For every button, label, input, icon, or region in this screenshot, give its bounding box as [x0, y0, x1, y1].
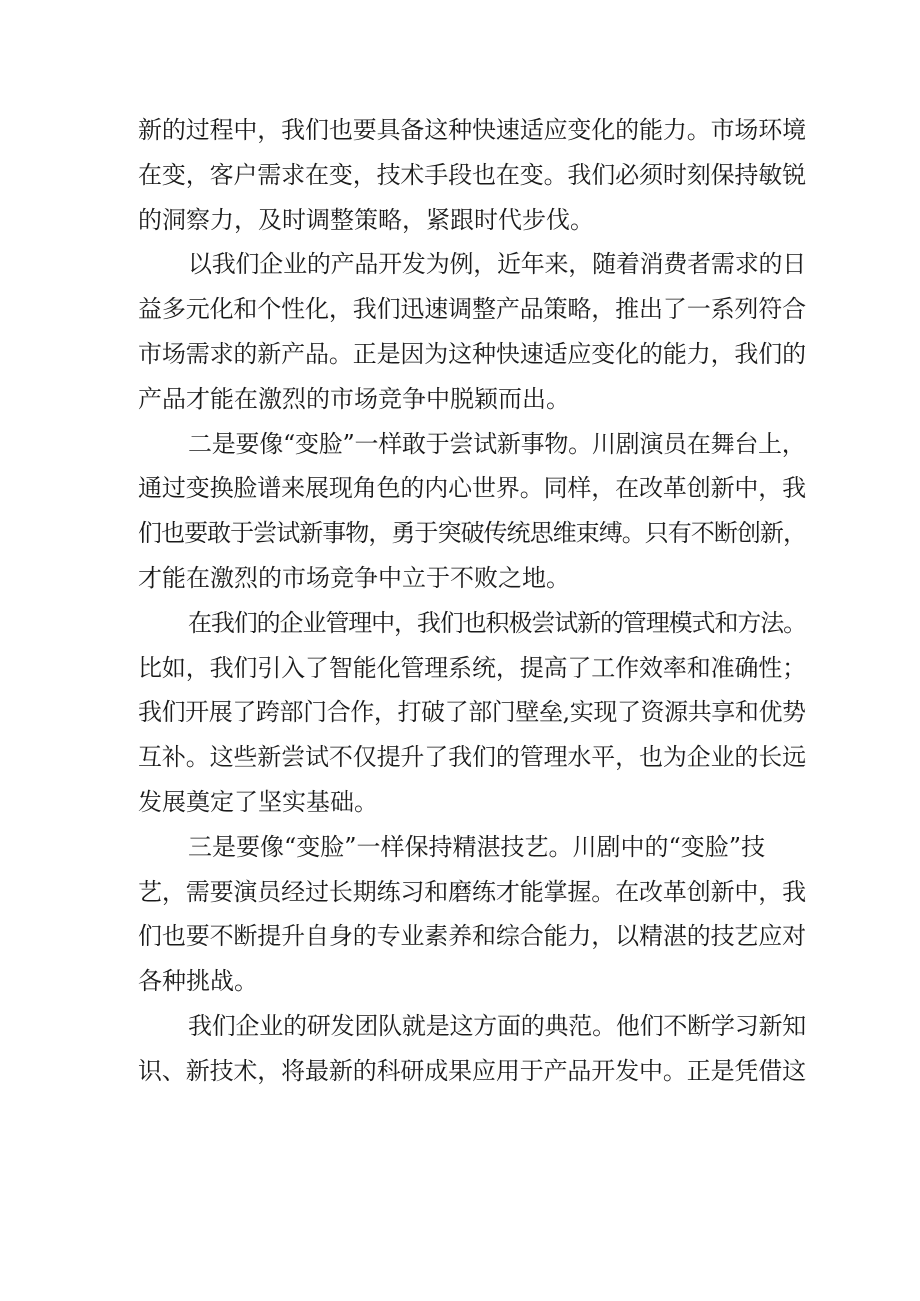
text-line: 才能在激烈的市场竞争中立于不败之地。: [138, 563, 570, 592]
document-body: [138, 108, 806, 1094]
text-line: 产品才能在激烈的市场竞争中脱颖而出。: [138, 384, 570, 413]
text-line: 的洞察力，及时调整策略，紧跟时代步伐。: [138, 205, 594, 234]
text-line: 我们企业的研发团队就是这方面的典范。他们不断学习新知: [188, 1011, 806, 1040]
text-line: 二是要像“变脸”一样敢于尝试新事物。川剧演员在舞台上，: [188, 429, 806, 458]
text-line: 发展奠定了坚实基础。: [138, 787, 378, 816]
text-line: 艺，需要演员经过长期练习和磨练才能掌握。在改革创新中，我: [138, 877, 806, 906]
paragraph-1: [138, 108, 806, 242]
text-line: 在我们的企业管理中，我们也积极尝试新的管理模式和方法。: [188, 608, 806, 637]
text-line: 三是要像“变脸”一样保持精湛技艺。川剧中的“变脸”技: [188, 832, 766, 861]
text-line: 我们开展了跨部门合作，打破了部门壁垒,实现了资源共享和优势: [138, 698, 806, 727]
text-line: 益多元化和个性化，我们迅速调整产品策略，推出了一系列符合: [138, 295, 806, 324]
paragraph-3: [138, 422, 806, 601]
text-line: 市场需求的新产品。正是因为这种快速适应变化的能力，我们的: [138, 339, 806, 368]
paragraph-5: [138, 825, 806, 1004]
text-line: 互补。这些新尝试不仅提升了我们的管理水平，也为企业的长远: [138, 743, 806, 772]
text-line: 们也要敢于尝试新事物，勇于突破传统思维束缚。只有不断创新，: [138, 519, 806, 548]
text-line: 们也要不断提升自身的专业素养和综合能力，以精湛的技艺应对: [138, 922, 806, 951]
text-line: 比如，我们引入了智能化管理系统，提高了工作效率和准确性；: [138, 653, 806, 682]
text-line: 以我们企业的产品开发为例，近年来，随着消费者需求的日: [188, 250, 806, 279]
text-line: 通过变换脸谱来展现角色的内心世界。同样，在改革创新中，我: [138, 474, 806, 503]
paragraph-6: [138, 1004, 806, 1094]
paragraph-2: [138, 242, 806, 421]
paragraph-4: [138, 601, 806, 825]
text-line: 新的过程中，我们也要具备这种快速适应变化的能力。市场环境: [138, 116, 806, 144]
text-line: 各种挑战。: [138, 967, 258, 996]
text-line: 在变，客户需求在变，技术手段也在变。我们必须时刻保持敏锐: [138, 160, 806, 189]
text-line: 识、新技术，将最新的科研成果应用于产品开发中。正是凭借这: [138, 1056, 806, 1085]
